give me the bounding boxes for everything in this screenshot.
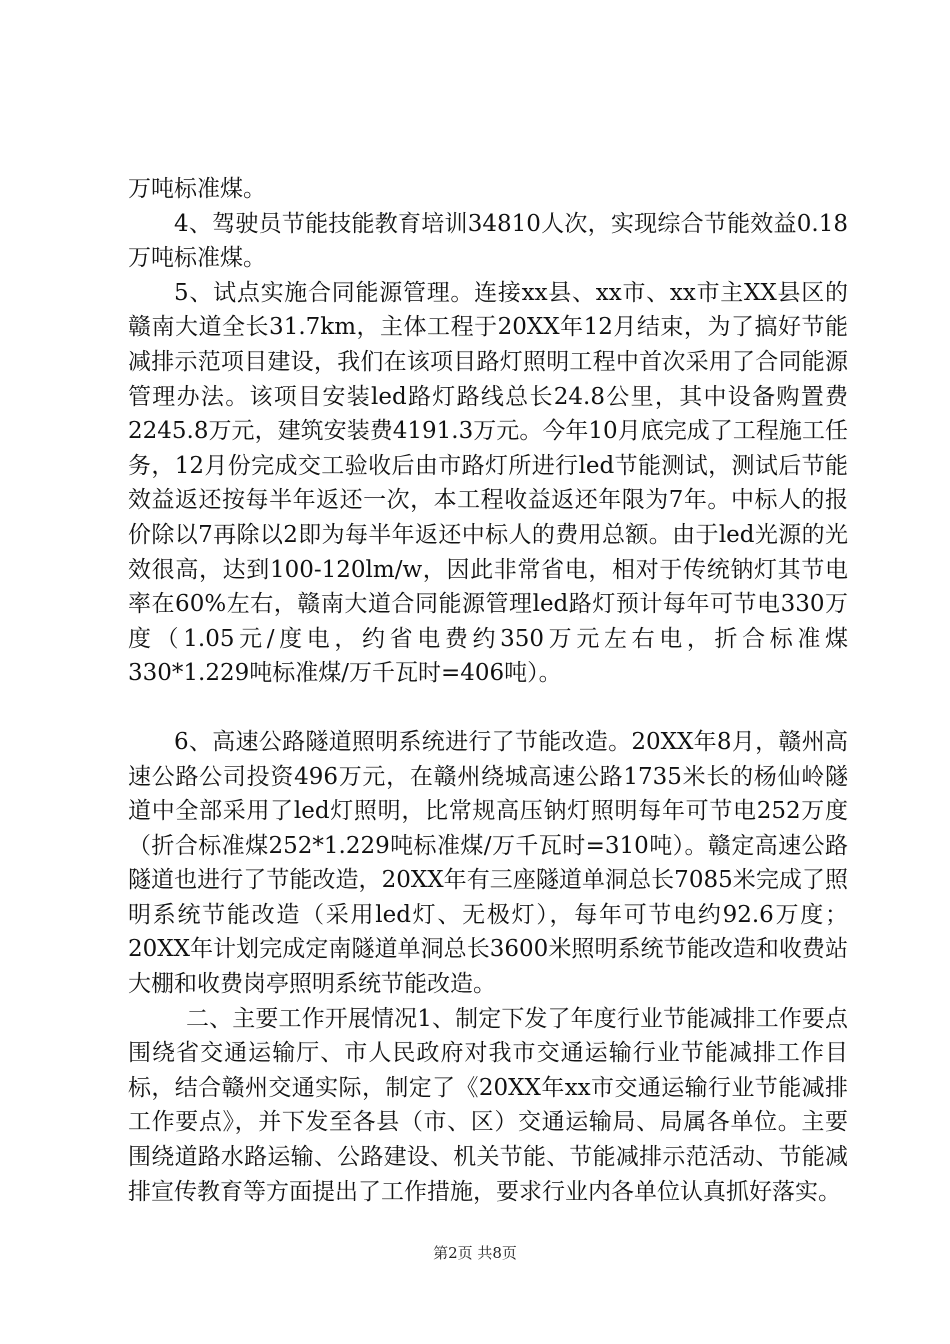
paragraph-spacer — [128, 691, 848, 725]
paragraph-item-5: 5、试点实施合同能源管理。连接xx县、xx市、xx市主XX县区的赣南大道全长31.7km，主体工程于20XX年12月结束，为了搞好节能减排示范项目建设，我们在该项目路灯照明工程中首次采用了合同能源管理办法。该项目安装led路灯路线总长24.8公里，其中设备购置费2245.8万元，建筑安装费4191.3万元。今年10月底完成了工程施工任务，12月份完成交工验收后由市路灯所进行led节能测试，测试后节能效益返还按每半年返还一次，本工程收益返还年限为7年。中标人的报价除以7再除以2即为每半年返还中标人的费用总额。由于led光源的光效很高，达到100-120lm/w，因此非常省电，相对于传统钠灯其节电率在60%左右，赣南大道合同能源管理led路灯预计每年可节电330万度（1.05元/度电，约省电费约350万元左右电，折合标准煤330*1.229吨标准煤/万千瓦时=406吨）。 — [128, 279, 848, 687]
paragraph-continuation: 万吨标准煤。 — [128, 176, 266, 202]
document-body — [128, 172, 848, 1209]
paragraph-item-6: 6、高速公路隧道照明系统进行了节能改造。20XX年8月，赣州高速公路公司投资496万元，在赣州绕城高速公路1735米长的杨仙岭隧道中全部采用了led灯照明，比常规高压钠灯照明每年可节电252万度（折合标准煤252*1.229吨标准煤/万千瓦时=310吨）。赣定高速公路隧道也进行了节能改造，20XX年有三座隧道单洞总长7085米完成了照明系统节能改造（采用led灯、无极灯），每年可节电约92.6万度；20XX年计划完成定南隧道单洞总长3600米照明系统节能改造和收费站大棚和收费岗亭照明系统节能改造。 — [128, 728, 848, 998]
paragraph-section-2: 二、主要工作开展情况1、制定下发了年度行业节能减排工作要点围绕省交通运输厅、市人民政府对我市交通运输行业节能减排工作目标，结合赣州交通实际，制定了《20XX年xx市交通运输行业节能减排工作要点》，并下发至各县（市、区）交通运输局、局属各单位。主要围绕道路水路运输、公路建设、机关节能、节能减排示范活动、节能减排宣传教育等方面提出了工作措施，要求行业内各单位认真抓好落实。 — [128, 1005, 848, 1205]
page-number-footer: 第2页 共8页 — [433, 1244, 517, 1262]
paragraph-item-4: 4、驾驶员节能技能教育培训34810人次，实现综合节能效益0.18万吨标准煤。 — [128, 210, 848, 272]
